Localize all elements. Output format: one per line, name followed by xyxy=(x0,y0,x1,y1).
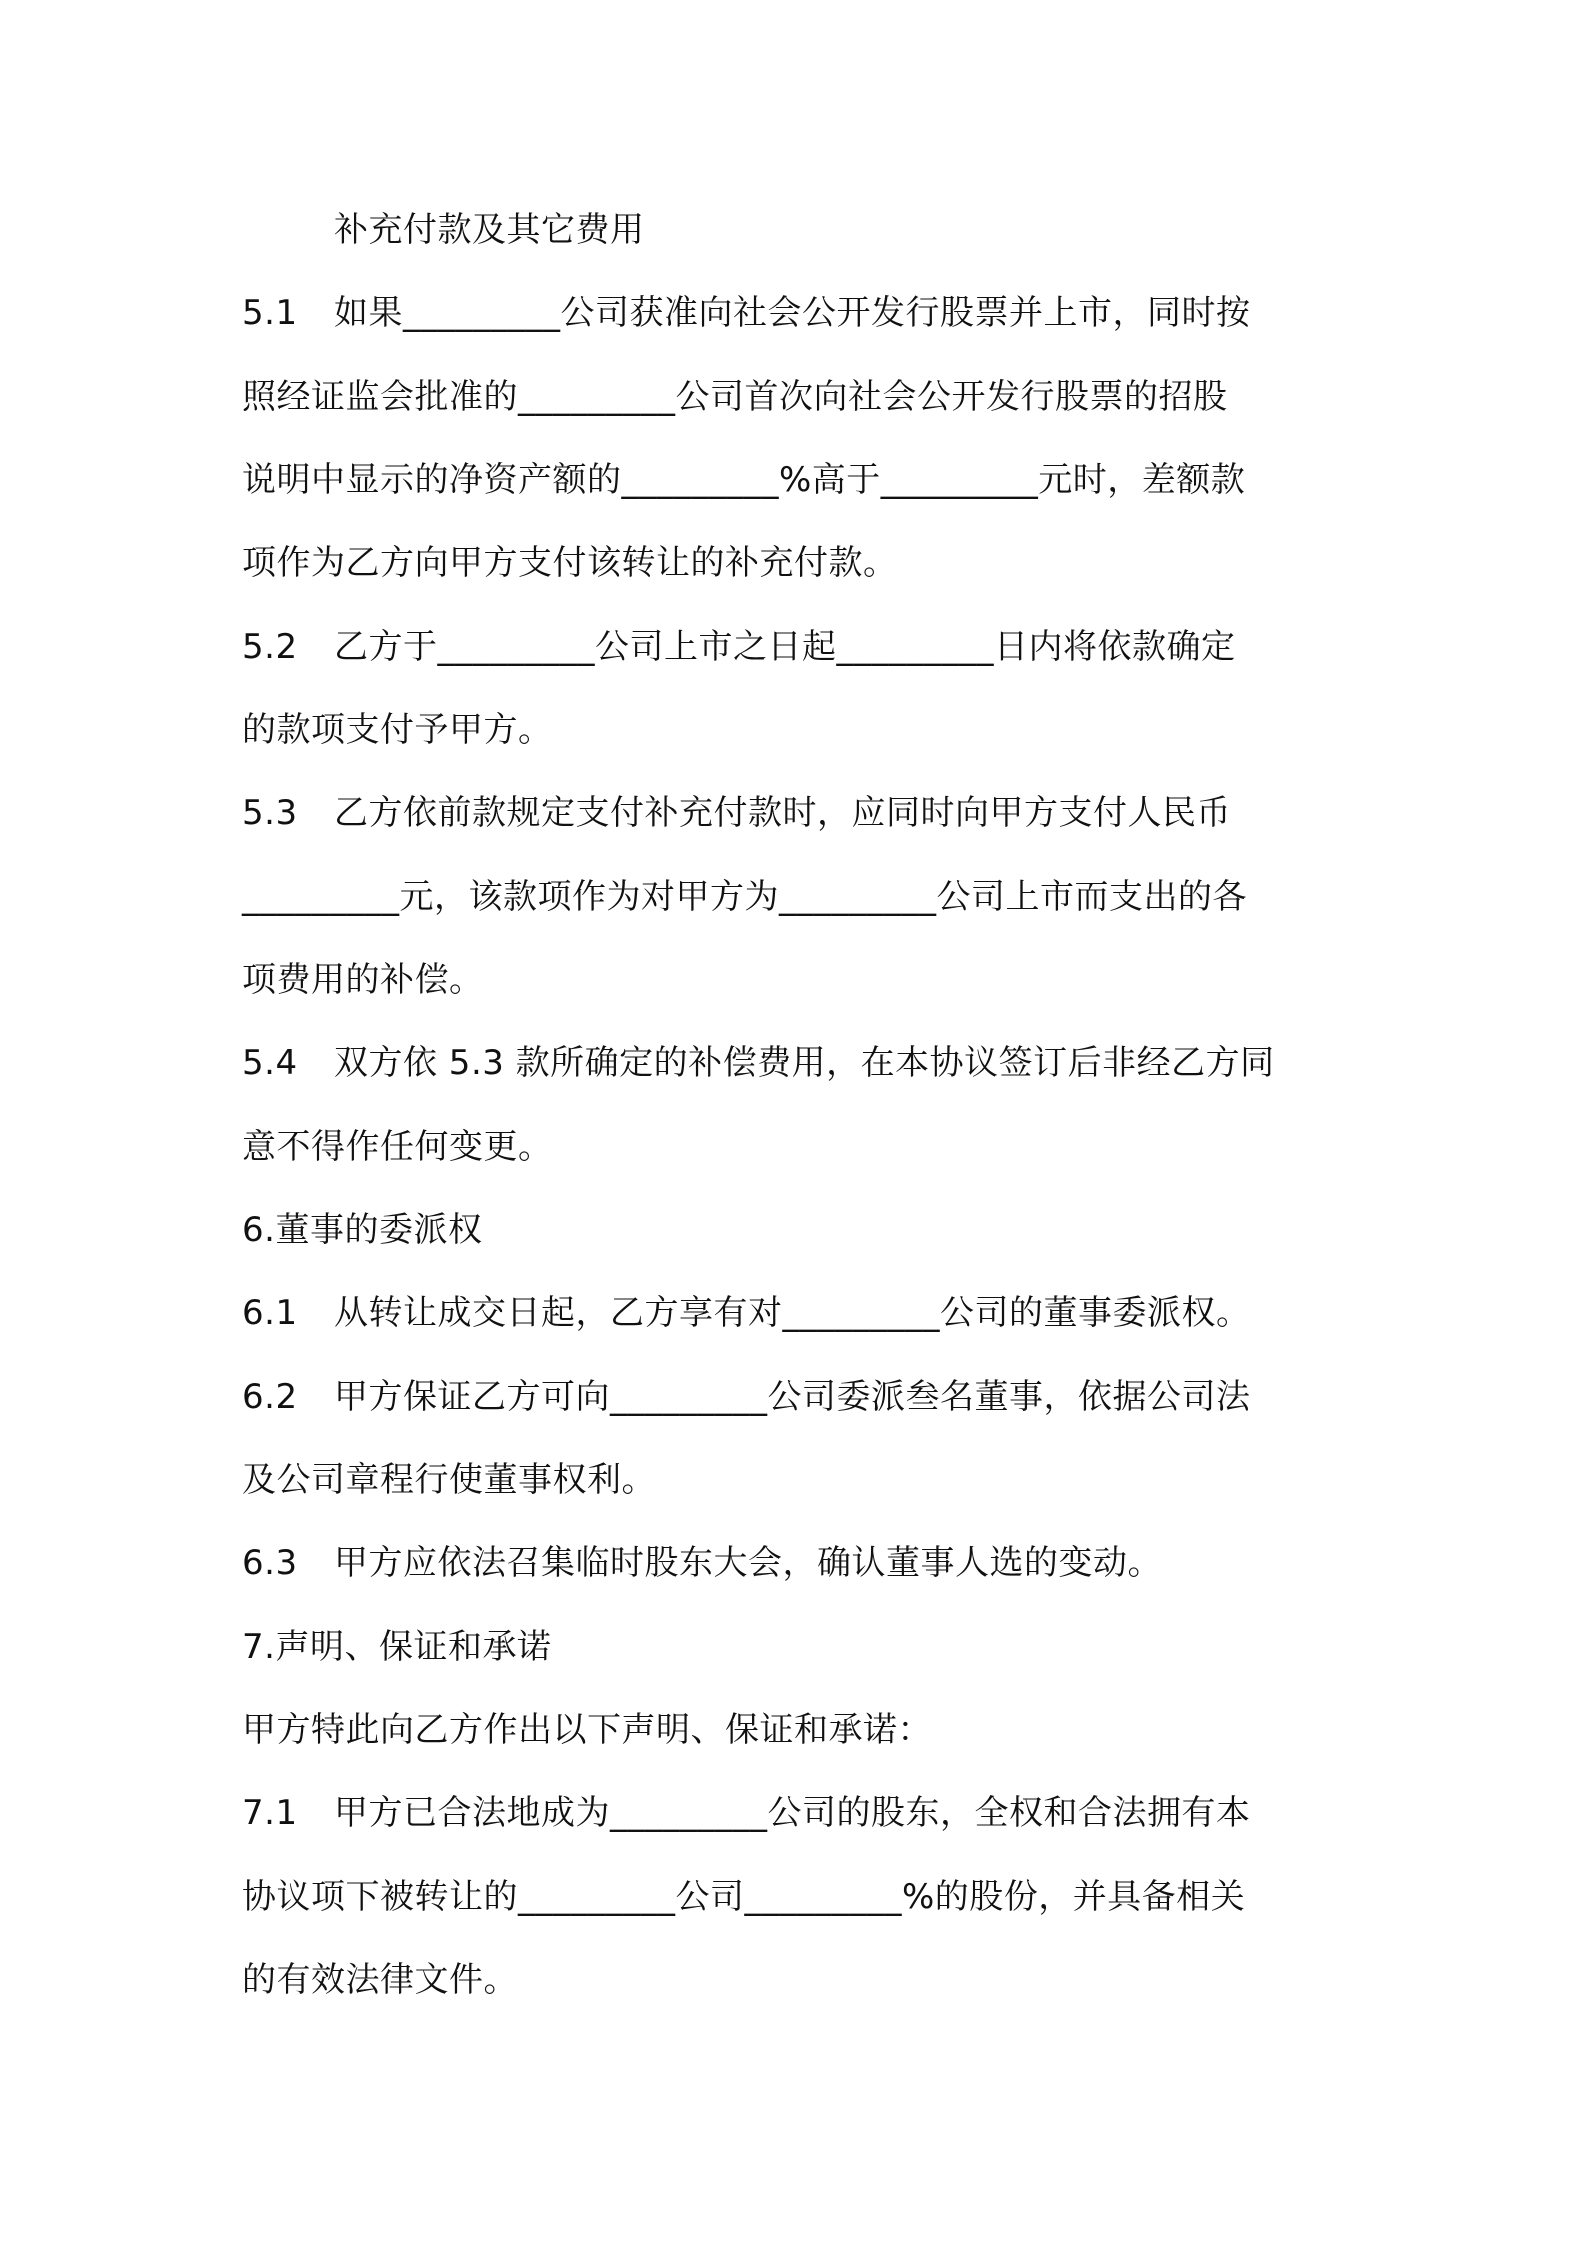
line-text: 的款项支付予甲方。 xyxy=(242,710,553,750)
line-text: 说明中显示的净资产额的_________%高于_________元时，差额款 xyxy=(242,460,1246,500)
doc-line xyxy=(242,1950,518,2010)
doc-line xyxy=(242,1117,553,1177)
line-text: 的有效法律文件。 xyxy=(242,1960,518,2000)
doc-line xyxy=(242,1700,932,1760)
doc-line xyxy=(242,367,1228,427)
doc-line xyxy=(242,1450,656,1510)
doc-line xyxy=(242,867,1247,927)
line-text: 项作为乙方向甲方支付该转让的补充付款。 xyxy=(242,543,898,583)
clause-number: 5.4 xyxy=(242,1043,298,1083)
clause-number: 6.3 xyxy=(242,1543,298,1583)
line-text: 补充付款及其它费用 xyxy=(334,210,645,250)
doc-line xyxy=(242,1533,1162,1593)
line-text: 甲方保证乙方可向_________公司委派叁名董事，依据公司法 xyxy=(334,1377,1251,1417)
line-text: 甲方特此向乙方作出以下声明、保证和承诺： xyxy=(242,1710,932,1750)
doc-line xyxy=(242,1867,1245,1927)
line-text: 如果_________公司获准向社会公开发行股票并上市，同时按 xyxy=(334,293,1251,333)
section-heading xyxy=(242,1617,551,1677)
clause-number: 6.2 xyxy=(242,1377,298,1417)
doc-line xyxy=(242,1283,1251,1343)
clause-number: 5.2 xyxy=(242,627,298,667)
line-text: 乙方于_________公司上市之日起_________日内将依款确定 xyxy=(334,627,1236,667)
doc-line xyxy=(242,283,1251,343)
line-text: 及公司章程行使董事权利。 xyxy=(242,1460,656,1500)
line-text: 甲方应依法召集临时股东大会，确认董事人选的变动。 xyxy=(334,1543,1162,1583)
line-text: 甲方已合法地成为_________公司的股东，全权和合法拥有本 xyxy=(334,1793,1251,1833)
doc-line xyxy=(242,200,645,260)
line-text: 7.声明、保证和承诺 xyxy=(242,1627,552,1667)
doc-line xyxy=(242,700,553,760)
clause-number: 6.1 xyxy=(242,1293,298,1333)
doc-line xyxy=(242,783,1231,843)
doc-line xyxy=(242,950,484,1010)
doc-line xyxy=(242,533,898,593)
line-text: 6.董事的委派权 xyxy=(242,1210,483,1250)
line-text: 项费用的补偿。 xyxy=(242,960,484,1000)
doc-line xyxy=(242,1033,1275,1093)
section-heading xyxy=(242,1200,482,1260)
clause-number: 5.3 xyxy=(242,793,298,833)
line-text: 照经证监会批准的_________公司首次向社会公开发行股票的招股 xyxy=(242,377,1228,417)
doc-line xyxy=(242,1783,1251,1843)
line-text: 乙方依前款规定支付补充付款时，应同时向甲方支付人民币 xyxy=(334,793,1231,833)
line-text: 双方依 5.3 款所确定的补偿费用，在本协议签订后非经乙方同 xyxy=(334,1043,1275,1083)
doc-line xyxy=(242,1367,1251,1427)
line-text: 协议项下被转让的_________公司_________%的股份，并具备相关 xyxy=(242,1877,1246,1917)
clause-number: 7.1 xyxy=(242,1793,298,1833)
clause-number: 5.1 xyxy=(242,293,298,333)
line-text: 从转让成交日起，乙方享有对_________公司的董事委派权。 xyxy=(334,1293,1251,1333)
line-text: _________元，该款项作为对甲方为_________公司上市而支出的各 xyxy=(242,877,1247,917)
line-text: 意不得作任何变更。 xyxy=(242,1127,553,1167)
doc-line xyxy=(242,450,1245,510)
doc-line xyxy=(242,617,1236,677)
